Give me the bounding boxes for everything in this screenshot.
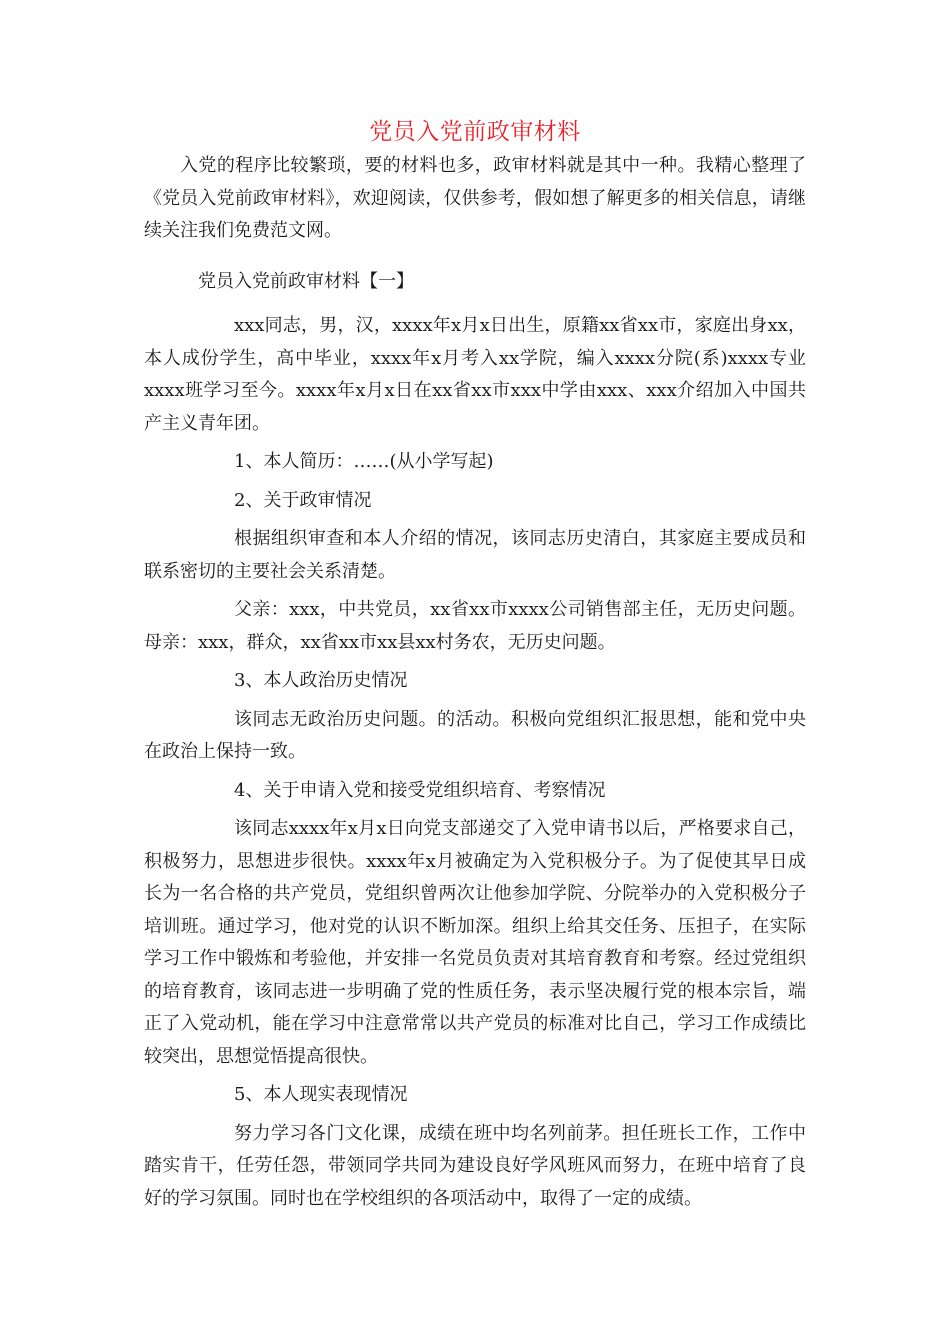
item-heading: 2、关于政审情况 [234, 489, 372, 511]
item-heading: 4、关于申请入党和接受党组织培育、考察情况 [234, 779, 606, 801]
body-paragraph: 父亲：xxx，中共党员，xx省xx市xxxx公司销售部主任，无历史问题。母亲：xxx，群众，xx省xx市xx县xx村务农，无历史问题。 [144, 599, 806, 653]
body-paragraph: 根据组织审查和本人介绍的情况，该同志历史清白，其家庭主要成员和联系密切的主要社会关系清楚。 [144, 528, 806, 582]
document-body [144, 150, 806, 1221]
item-heading: 3、本人政治历史情况 [234, 670, 408, 691]
item-heading: 5、本人现实表现情况 [234, 1084, 408, 1105]
document-title: 党员入党前政审材料 [369, 119, 581, 145]
section-heading: 党员入党前政审材料【一】 [198, 270, 414, 292]
body-paragraph: 努力学习各门文化课，成绩在班中均名列前茅。担任班长工作，工作中踏实肯干，任劳任怨，带领同学共同为建设良好学风班风而努力，在班中培育了良好的学习氛围。同时也在学校组织的各项活动中，取得了一定的成绩。 [144, 1122, 806, 1209]
item-heading: 1、本人简历：……(从小学写起) [234, 451, 494, 472]
intro-paragraph: 入党的程序比较繁琐，要的材料也多，政审材料就是其中一种。我精心整理了《党员入党前政审材料》，欢迎阅读，仅供参考，假如想了解更多的相关信息，请继续关注我们免费范文网。 [144, 155, 806, 241]
body-paragraph: 该同志xxxx年x月x日向党支部递交了入党申请书以后，严格要求自己，积极努力，思想进步很快。xxxx年x月被确定为入党积极分子。为了促使其早日成长为一名合格的共产党员，党组织曾两次让他参加学院、分院举办的入党积极分子培训班。通过学习，他对党的认识不断加深。组织上给其交任务、压担子，在实际学习工作中锻炼和考验他，并安排一名党员负责对其培育教育和考察。经过党组织的培育教育，该同志进一步明确了党的性质任务，表示坚决履行党的根本宗旨，端正了入党动机，能在学习中注意常常以共产党员的标准对比自己，学习工作成绩比较突出，思想觉悟提高很快。 [144, 818, 806, 1067]
body-paragraph: xxx同志，男，汉，xxxx年x月x日出生，原籍xx省xx市，家庭出身xx，本人成份学生，高中毕业，xxxx年x月考入xx学院，编入xxxx分院(系)xxxx专业xxxx班学习至今。xxxx年x月x日在xx省xx市xxx中学由xxx、xxx介绍加入中国共产主义青年团。 [144, 315, 806, 434]
body-paragraph: 该同志无政治历史问题。的活动。积极向党组织汇报思想，能和党中央在政治上保持一致。 [144, 708, 806, 762]
